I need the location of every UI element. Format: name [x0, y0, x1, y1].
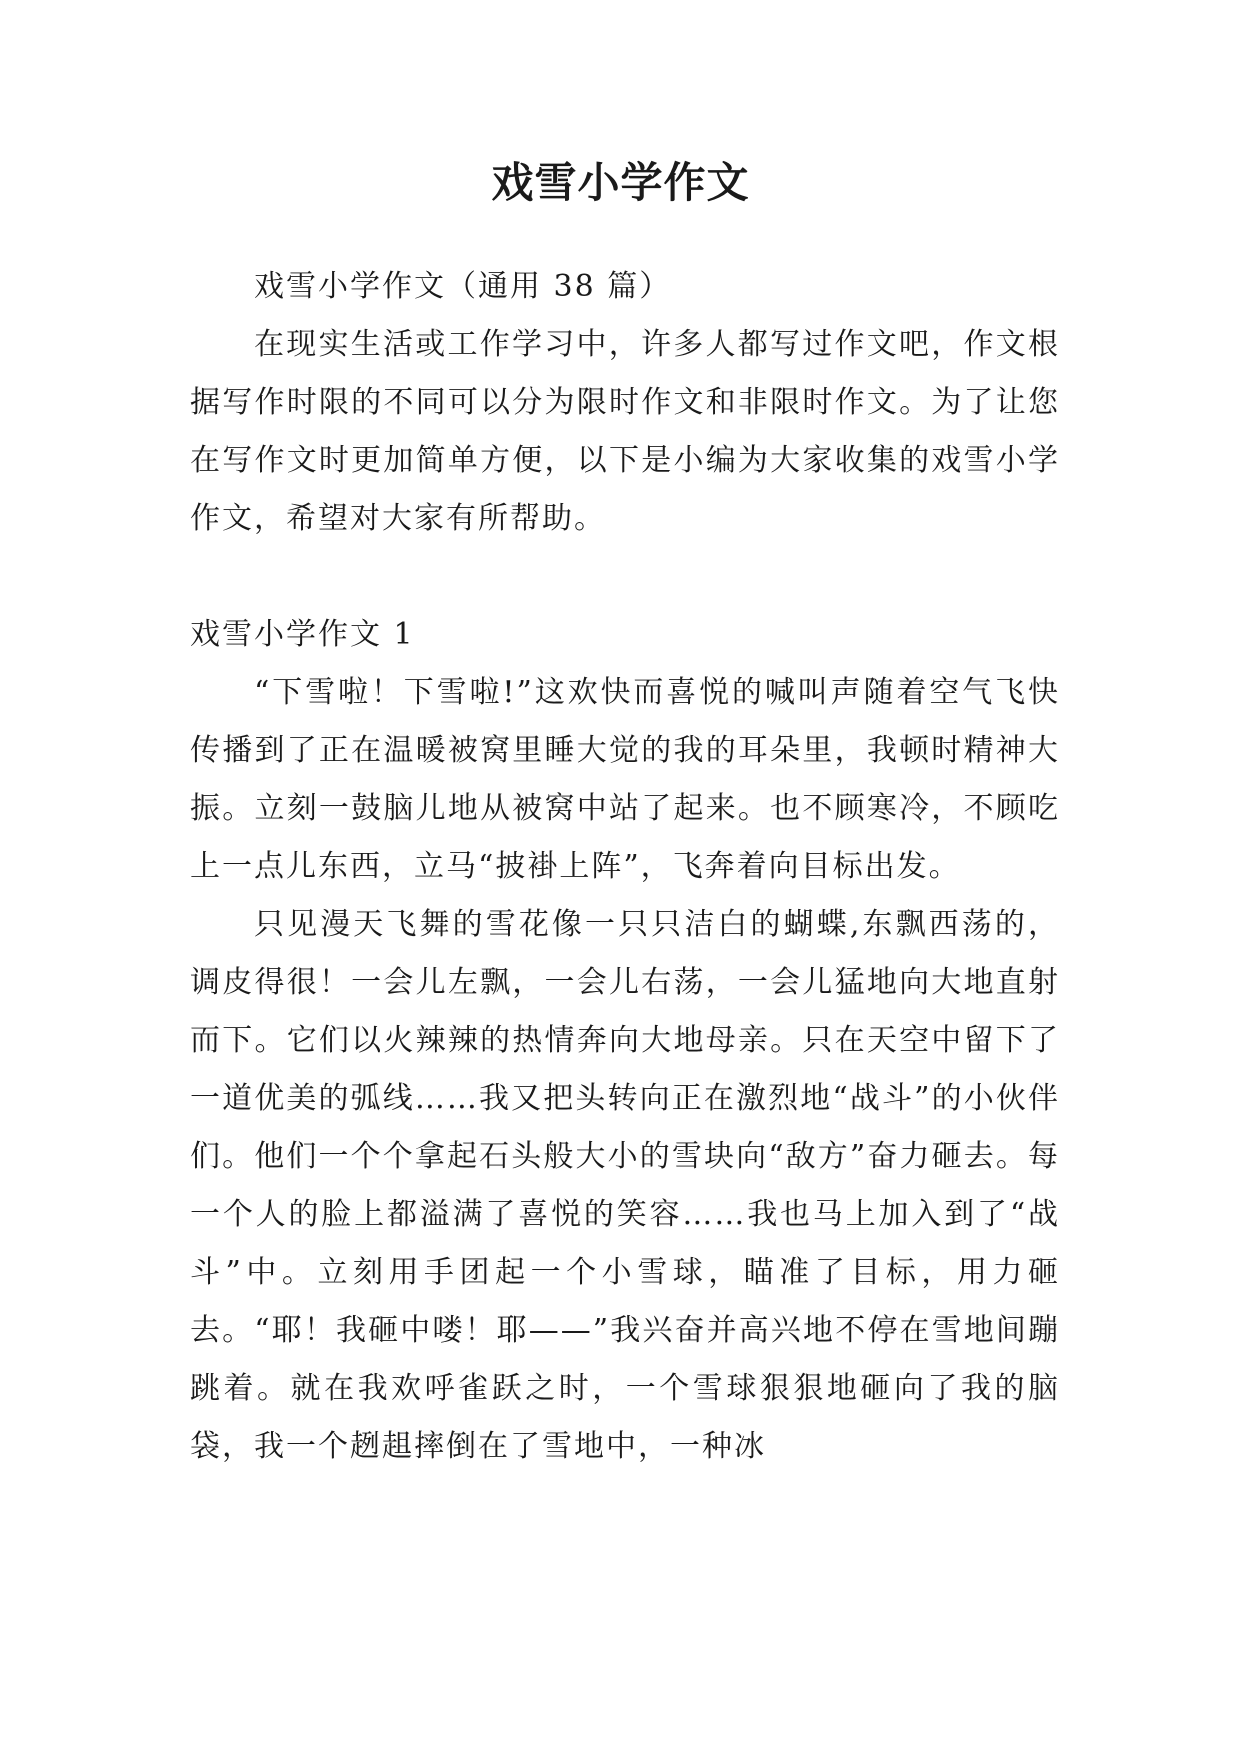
essay-heading: 戏雪小学作文 1 [190, 617, 415, 652]
essay-paragraph: “下雪啦！下雪啦!”这欢快而喜悦的喊叫声随着空气飞快传播到了正在温暖被窝里睡大觉的我的耳朵里，我顿时精神大振。立刻一鼓脑儿地从被窝中站了起来。也不顾寒冷，不顾吃上一点儿东西，立马“披褂上阵”，飞奔着向目标出发。 [190, 675, 1060, 884]
section-spacer [190, 548, 1060, 606]
document-subtitle: 戏雪小学作文（通用 38 篇） [254, 269, 672, 304]
document-body [190, 258, 1060, 1476]
essay-paragraph: 只见漫天飞舞的雪花像一只只洁白的蝴蝶,东飘西荡的，调皮得很！一会儿左飘，一会儿右荡，一会儿猛地向大地直射而下。它们以火辣辣的热情奔向大地母亲。只在天空中留下了一道优美的弧线……我又把头转向正在激烈地“战斗”的小伙伴们。他们一个个拿起石头般大小的雪块向“敌方”奋力砸去。每一个人的脸上都溢满了喜悦的笑容……我也马上加入到了“战斗”中。立刻用手团起一个小雪球，瞄准了目标，用力砸去。“耶！我砸中喽！耶——”我兴奋并高兴地不停在雪地间蹦跳着。就在我欢呼雀跃之时，一个雪球狠狠地砸向了我的脑袋，我一个趔趄摔倒在了雪地中，一种冰 [190, 907, 1060, 1464]
intro-paragraph: 在现实生活或工作学习中，许多人都写过作文吧，作文根据写作时限的不同可以分为限时作文和非限时作文。为了让您在写作文时更加简单方便，以下是小编为大家收集的戏雪小学作文，希望对大家有所帮助。 [190, 327, 1060, 536]
document-title: 戏雪小学作文 [491, 158, 750, 207]
